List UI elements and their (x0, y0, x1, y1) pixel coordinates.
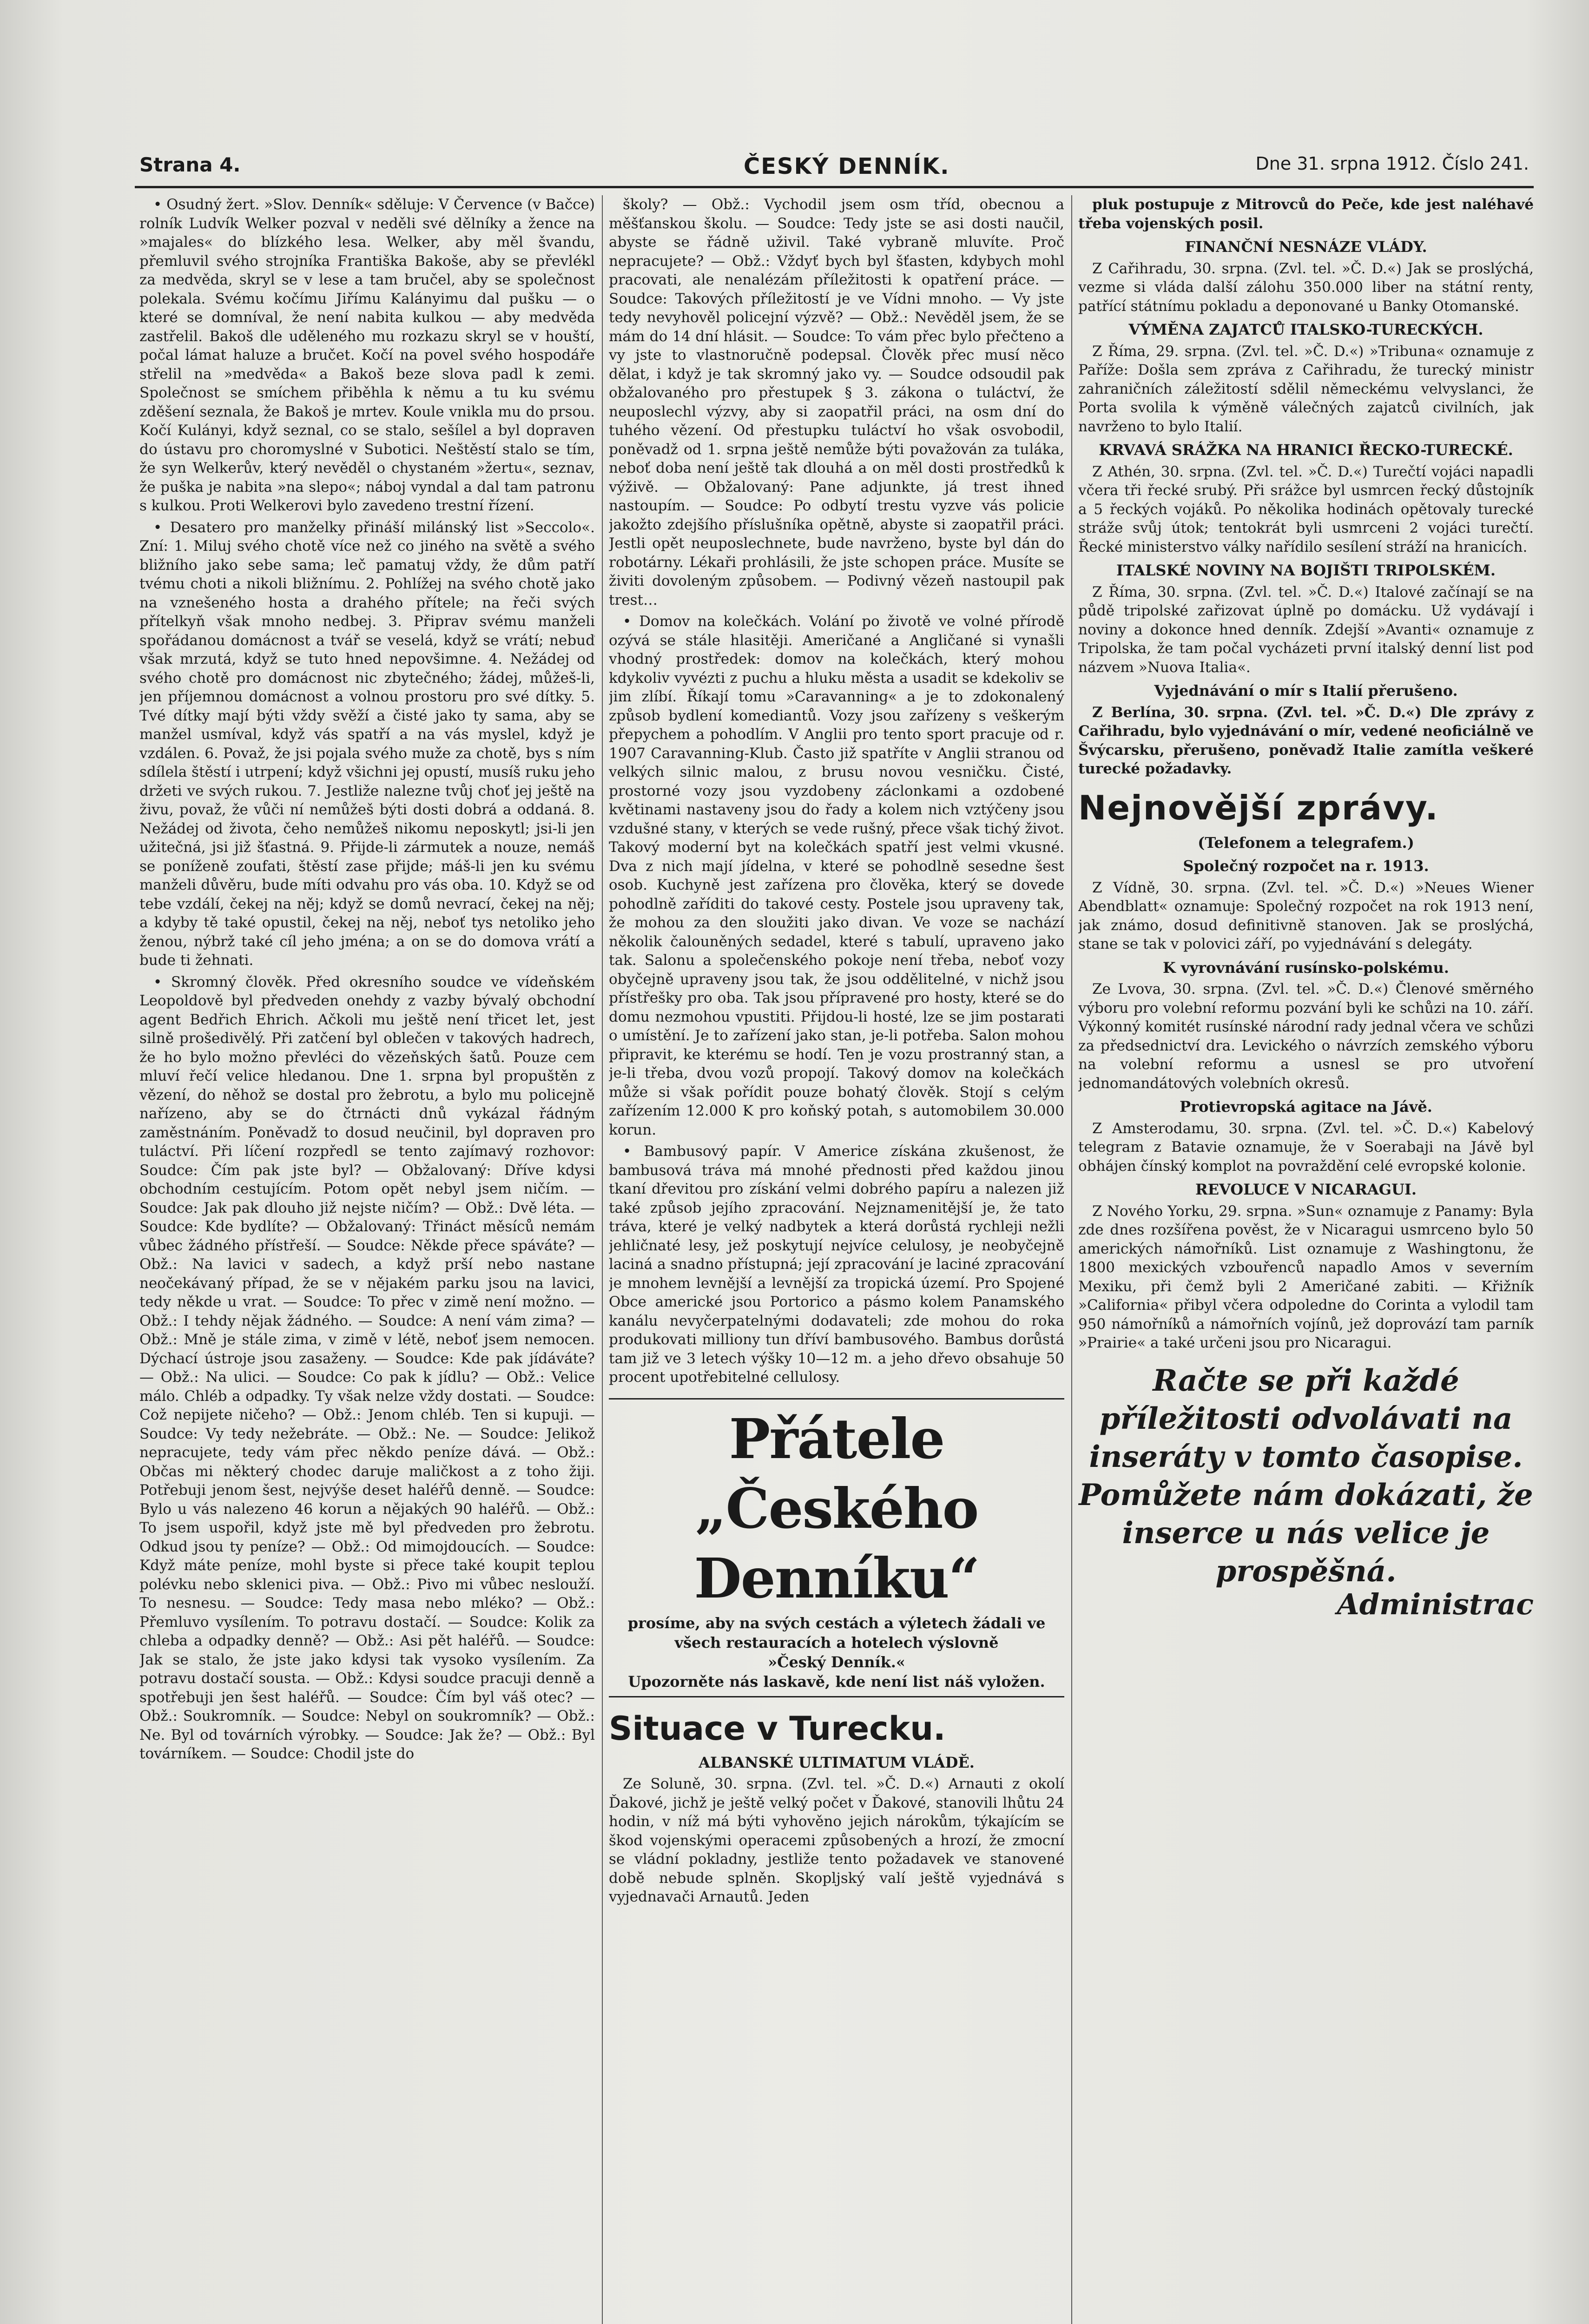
subheading: K vyrovnávání rusínsko-polskému. (1163, 958, 1449, 977)
advertisement-text: Račte se při každé příležitosti odvolávati na inseráty v tomto časopise. Pomůžete nám dokázati, že inserce u nás velice je prospěšná. (1079, 1363, 1533, 1589)
subheading: KRVAVÁ SRÁŽKA NA HRANICI ŘECKO-TURECKÉ. (1099, 441, 1513, 459)
article-text: Z Cařihradu, 30. srpna. (Zvl. tel. »Č. D.«) Jak se proslýchá, vezme si vláda další zálohu 350.000 liber na státní renty, patřící státnímu pokladu a deponované u Banky Otomanské. (1078, 260, 1534, 315)
article-text: Z Říma, 30. srpna. (Zvl. tel. »Č. D.«) Italové začínají se na půdě tripolské zařizovat úplně po domácku. Už vydávají i noviny a dokonce hned denník. Zdejší »Avanti« oznamuje z Tripolska, že tam počal vycházeti první italský denní list pod názvem »Nuova Italia«. (1078, 583, 1534, 676)
article-text: Z Amsterodamu, 30. srpna. (Zvl. tel. »Č. D.«) Kabelový telegram z Batavie oznamuje, že v Soerabaji na Jávě byl obhájen čínský komplot na povraždění celé evropské kolonie. (1078, 1120, 1534, 1175)
subheading: Vyjednávání o mír s Italií přerušeno. (1154, 682, 1458, 700)
column-2 (609, 195, 1064, 2324)
section-heading: Nejnovější zprávy. (1078, 788, 1439, 827)
subheading: FINANČNÍ NESNÁZE VLÁDY. (1185, 238, 1427, 256)
article-osudny-zert: • Osudný žert. »Slov. Denník« sděluje: V Července (v Bačce) rolník Ludvík Welker pozval v neděli své dělníky a žence na »majales« do blízkého lesa. Welker, aby měl švandu, přemluvil svého strojníka Františka Bakoše, aby se převlékl za medvěda, skryl se v lese a tam bručel, aby se společnost polekala. Svému kočímu Jiřímu Kalányimu dal pušku — o které se domníval, že není nabita kulkou — aby medvěda zastřelil. Bakoš dle uděleného mu rozkazu skryl se v houští, počal lámat haluze a bručet. Kočí na povel svého hospodáře střelil na »medvěda« a Bakoš beze slova padl k zemi. Společnost se smíchem přiběhla k němu a tu ku svému zděšení seznala, že Bakoš je mrtev. Koule vnikla mu do prsou. Kočí Kulányi, když seznal, co se stalo, sešílel a byl dopraven do ústavu pro choromyslné v Subotici. Neštěstí stalo se tím, že syn Welkerův, který nevěděl o chystaném »žertu«, seznav, že puška je nabita »na slepo«; náboj vyndal a dal tam patronu s kulkou. Proti Welkerovi bylo zavedeno trestní řízení. (139, 196, 595, 514)
column-3 (1078, 195, 1534, 2324)
article-skromny-clovek: • Skromný člověk. Před okresního soudce ve vídeňském Leopoldově byl předveden onehdy z vazby bývalý obchodní agent Bedřich Ehrich. Ačkoli mu ještě není třicet let, jest silně prošedivělý. Při zatčení byl oblečen v takových hadrech, že ho bylo možno převléci do vězeňských šatů. Pouze cem mluví řečí velice hledanou. Dne 1. srpna byl propuštěn z vězení, do něhož se dostal pro žebrotu, a bylo mu policejně nařízeno, aby se do čtrnácti dnů vykázal řádným zaměstnáním. Poněvadž to dosud neučinil, byl dopraven pro tuláctví. Při líčení rozpředl se tento zajímavý rozhovor: Soudce: Čím pak jste byl? — Obžalovaný: Dříve kdysi obchodním cestujícím. Potom opět nebyl jsem ničím. — Soudce: Jak pak dlouho již nejste ničím? — Obž.: Dvě léta. — Soudce: Kde bydlíte? — Obžalovaný: Třináct měsíců nemám vůbec žádného přístřeší. — Soudce: Někde přece spáváte? — Obž.: Na lavici v sadech, a když prší nebo nastane neočekávaný případ, že se v nějakém parku jsou na lavici, tedy někde u vrat. — Soudce: To přec v zimě není možno. — Obž.: I tehdy nějak žádného. — Soudce: A není vám zima? — Obž.: Mně je stále zima, v zimě v létě, neboť jsem nemocen. Dýchací ústroje jsou zasaženy. — Soudce: Kde pak jídáváte? — Obž.: Na ulici. — Soudce: Co pak k jídlu? — Obž.: Velice málo. Chléb a odpadky. Ty však nelze vždy dostati. — Soudce: Což nepijete ničeho? — Obž.: Jenom chléb. Ten si kupuji. — Soudce: Vy tedy nežebráte. — Obž.: Ne. — Soudce: Jelikož nepracujete, tedy vám přec někdo peníze dává. — Obž.: Občas mi některý chodec daruje maličkost a z toho žiji. Potřebuji jenom šest, nejvýše deset haléřů denně. — Soudce: Bylo u vás nalezeno 46 korun a nějakých 90 haléřů. — Obž.: To jsem uspořil, když jste mě byl předveden pro žebrotu. Odkud jsou ty peníze? — Obž.: Od mimojdoucích. — Soudce: Když máte peníze, mohl byste si přece také koupit teplou polévku nebo sklenici piva. — Obž.: Pivo mi vůbec neslouží. To nesnesu. — Soudce: Tedy masa nebo mléko? — Obž.: Přemluvo vysílením. To potravu dostačí. — Soudce: Kolik za chleba a odpadky denně? — Obž.: Asi pět haléřů. — Soudce: Jak se stalo, že jste jako kdysi tak vysoko vysílením. Za potravu dostačí sousta. — Obž.: Kdysi soudce pracuji denně a spotřebuji jen šest haléřů. — Soudce: Čím byl váš otec? — Obž.: Soukromník. — Soudce: Nebyl on soukromník? — Obž.: Ne. Byl od továrních výrobky. — Soudce: Jak že? — Obž.: Byl továrníkem. — Soudce: Chodil jste do (139, 973, 595, 1762)
subheading: ALBANSKÉ ULTIMATUM VLÁDĚ. (699, 1753, 975, 1771)
header-rule (135, 186, 1534, 188)
ad-signature: Administrac (1337, 1587, 1534, 1621)
subheading: Společný rozpočet na r. 1913. (1183, 857, 1429, 875)
article-bambusovy-papir: • Bambusový papír. V Americe získána zkušenost, že bambusová tráva má mnohé přednosti před každou jinou tkaní dřevitou pro získání velmi dobrého papíru a nalezen již také způsob jejího zpracování. Nejznamenitější je, že tato tráva, které je velký nadbytek a která dorůstá rychleji nežli jehličnaté lesy, jež poskytují nejvíce celulosy, je neobyčejně laciná a snadno přístupná; její zpracování je laciné zpracování je mnohem levnější a levnější za tropická území. Pro Spojené Obce americké jsou Portorico a pásmo kolem Panamského kanálu nevyčerpatelnými dodavateli; zde mohou do roka produkovati milliony tun dříví bambusového. Bambus dorůstá tam již ve 3 letech výšky 10—12 m. a jeho dřevo obsahuje 50 procent upotřebitelné cellulosy. (609, 1143, 1064, 1386)
subheading: ITALSKÉ NOVINY NA BOJIŠTI TRIPOLSKÉM. (1116, 561, 1496, 579)
column-1 (139, 195, 595, 2324)
ad-title: Přátele „Českého Denníku“ (694, 1406, 979, 1611)
subheading: VÝMĚNA ZAJATCŮ ITALSKO-TURECKÝCH. (1128, 321, 1484, 338)
column-divider (602, 195, 603, 2324)
article-text: Ze Lvova, 30. srpna. (Zvl. tel. »Č. D.«) Členové směrného výboru pro volební reformu pozvání byli ke schůzi na 10. září. Výkonný komitét rusínské národní rady jednal včera ve schůzi za předsednictví dra. Levického o návrzích zemského výboru na volební reformu a usnesl se pro utvoření jednomandátových volebních okresů. (1078, 981, 1534, 1092)
article-text: Z Vídně, 30. srpna. (Zvl. tel. »Č. D.«) »Neues Wiener Abendblatt« oznamuje: Společný rozpočet na rok 1913 není, jak známo, dosud definitivně stanoven. Jak se proslýchá, stane se tak v polovici září, po vyjednávání s delegáty. (1078, 879, 1534, 952)
section-heading: Situace v Turecku. (609, 1709, 946, 1748)
subheading: Protievropská agitace na Jávě. (1180, 1098, 1432, 1116)
newspaper-title: ČESKÝ DENNÍK. (744, 153, 950, 179)
article-text: Ze Soluně, 30. srpna. (Zvl. tel. »Č. D.«) Arnauti z okolí Ďakové, jichž je ještě velký počet v Ďakové, stanovili lhůtu 24 hodin, v níž má býti vyhověno jejich nárokům, týkajícím se škod vojenskými operacemi způsobených a hrozí, že zmocní se vládní pokladny, jestliže tento požadavek ve stanovené době nebude splněn. Skopljský valí ještě vyjednává s vyjednavači Arnautů. Jeden (609, 1776, 1064, 1905)
article-text: pluk postupuje z Mitrovců do Peče, kde jest naléhavé třeba vojenských posil. (1078, 196, 1534, 232)
page-header (139, 153, 1529, 186)
article-text: Z Berlína, 30. srpna. (Zvl. tel. »Č. D.«) Dle zprávy z Cařihradu, bylo vyjednávání o mír, vedené neoficiálně ve Švýcarsku, přerušeno, poněvadž Italie zamítla veškeré turecké požadavky. (1078, 704, 1534, 777)
ad-paper-name: »Český Denník.« (768, 1653, 905, 1671)
article-text: Z Říma, 29. srpna. (Zvl. tel. »Č. D.«) »Tribuna« oznamuje z Paříže: Došla sem zpráva z Cařihradu, že turecký ministr zahraničních záležitostí sdělil německému velvyslanci, že Porta svolila k výměně válečných zajatců civilních, jak navrženo to bylo Italií. (1078, 343, 1534, 435)
subheading: REVOLUCE V NICARAGUI. (1195, 1181, 1417, 1198)
article-text: Z Nového Yorku, 29. srpna. »Sun« oznamuje z Panamy: Byla zde dnes rozšířena pověst, že v Nicaragui usmrceno bylo 50 amerických námořníků. List oznamuje z Washingtonu, že 1800 mexických vzbouřenců napadlo Amos v severním Mexiku, při čemž byli 2 Američané zabiti. — Křižník »California« přibyl včera odpoledne do Corinta a vylodil tam 950 námořníků a námořních vojínů, jež doprovází tam parník »Prairie« a také určeni jsou pro Nicaragui. (1078, 1202, 1534, 1351)
article-continuation: školy? — Obž.: Vychodil jsem osm tříd, obecnou a měšťanskou školu. — Soudce: Tedy jste se asi dosti naučil, abyste se řádně uživil. Také vybraně mluvíte. Proč nepracujete? — Obž.: Vždyť bych byl šťasten, kdybych mohl pracovati, ale nenalézám příležitosti k opatření práce. — Soudce: Takových příležitostí je ve Vídni mnoho. — Vy jste tedy nevyhověl policejní výzvě? — Obž.: Nevěděl jsem, že se mám do 14 dní hlásit. — Soudce: To vám přec bylo přečteno a vy jste to vlastnoručně podepsal. Člověk přec musí něco dělat, i když je tak skromný jako vy. — Soudce odsoudil pak obžalovaného pro přestupek § 3. zákona o tuláctví, že neuposlechl výzvy, aby si zaopatřil práci, na osm dní do tuhého vězení. Od přestupku tuláctví ho však osvobodil, poněvadž od 1. srpna ještě nemůže býti považován za tuláka, neboť doba není ještě tak dlouhá a on měl dosti prostředků k výživě. — Obžalovaný: Pane adjunkte, já trest ihned nastoupím. — Soudce: Po odbytí trestu vyzve vás policie jakožto zdejšího příslušníka opětně, abyste si zaopatřil práci. Jestli opět neuposlechnete, bude navrženo, byste byl dán do robotárny. Lékaři prohlásili, že jste schopen práce. Musíte se živiti dovoleným způsobem. — Podivný vězeň nastoupil pak trest… (609, 196, 1064, 608)
ad-line: Upozorněte nás laskavě, kde není list náš vyložen. (628, 1672, 1045, 1690)
page-number: Strana 4. (139, 153, 241, 176)
issue-date: Dne 31. srpna 1912. Číslo 241. (1255, 153, 1529, 174)
advertisement-box (609, 1398, 1064, 1697)
article-text: Z Athén, 30. srpna. (Zvl. tel. »Č. D.«) Turečtí vojáci napadli včera tři řecké srubý. Při srážce byl usmrcen řecký důstojník a 5 řeckých vojáků. Po několika hodinách opětovaly turecké stráže svůj útok; tentokrát byli usmrceni 2 vojáci turečtí. Řecké ministerstvo války nařídilo sesílení stráží na hranicích. (1078, 463, 1534, 555)
column-divider (1071, 195, 1072, 2324)
article-domov-na-koleckach: • Domov na kolečkách. Volání po životě ve volné přírodě ozývá se stále hlasitěji. Američané a Angličané si vynašli vhodný prostředek: domov na kolečkách, který mohou kdykoliv vyvézti z puchu a hluku města a usadit se kdekoliv se jim zlíbí. Říkají tomu »Caravanning« a je to zdokonalený způsob bydlení komediantů. Vozy jsou zařízeny s veškerým přepychem a pohodlím. V Anglii pro tento sport pracuje od r. 1907 Caravanning-Klub. Často již spatříte v Anglii stranou od velkých silnic malou, z brusu novou vesničku. Čisté, prostorné vozy jsou vyzdobeny záclonkami a ozdobené květinami nastaveny jsou do řady a kolem nich vztýčeny jsou vzdušné stany, v kterých se vede rušný, přece však tichý život. Takový moderní byt na kolečkách spatří jest velmi vkusné. Dva z nich mají jídelna, v které se pohodlně sesedne šest osob. Kuchyně jest zařízena pro člověka, který se dovede pohodlně zaříditi do takové cesty. Postele jsou upraveny tak, že mohou za den sloužiti jako divan. Ve voze se nachází několik čalouněných sedadel, které s tabulí, upraveno jako tak. Salonu a společenského pokoje není třeba, neboť vozy obyčejně upraveny jsou tak, že jsou oddělitelné, v nichž jsou přístřešky pro oba. Tak jsou přípravené pro hosty, které se do domu nezmohou vpustiti. Přijdou-li hosté, lze se jim postarati o umístění. Je to zařízení jako stan, je-li potřeba. Salon mohou připravit, ke kterému se hodí. Ten je vozu prostranný stan, a je-li třeba, dvou vozů propojí. Takový domov na kolečkách může si však pořídit pouze bohatý člověk. Stojí s celým zařízením 12.000 K pro koňský potah, s automobilem 30.000 korun. (609, 613, 1064, 1138)
subheading: (Telefonem a telegrafem.) (1198, 833, 1414, 852)
article-desatero: • Desatero pro manželky přináší milánský list »Seccolo«. Zní: 1. Miluj svého chotě více než co jiného na světě a svého bližního jako sebe sama; leč pamatuj vždy, že dům patří tvému choti a nikoli bližnímu. 2. Pohlížej na svého chotě jako na vznešeného hosta a drahého přítele; na řeči svých přítelkyň však mnoho nedbej. 3. Připrav svému manželi spořádanou domácnost a tvář se veselá, když se vrátí; nebuď však mrzutá, když se tuto hned nepovšimne. 4. Nežádej od svého chotě pro domácnost nic zbytečného; žádej, můžeš-li, jen příjemnou domácnost a volnou prostoru pro své dítky. 5. Tvé dítky mají býti vždy svěží a čisté jako ty sama, aby se manžel usmíval, když vás spatří a na vás myslel, když je vzdálen. 6. Považ, že jsi pojala svého muže za chotě, bys s ním sdílela štěstí i utrpení; když všichni jej opustí, musíš ruku jeho držeti ve svých rukou. 7. Jestliže nalezne tvůj choť jej ještě na živu, považ, že vůči ní nemůžeš býti dosti dobrá a oddaná. 8. Nežádej od života, čeho nemůžeš nikomu neposkytl; jsi-li jen užitečná, jsi již šťastná. 9. Přijde-li zármutek a nouze, nemáš se poníženě zoufati, štěstí zase přijde; máš-li jen ku svému manželi důvěru, bude míti odvahu pro vás oba. 10. Když se od tebe vzdálí, čekej na něj; když se domů nevrací, čekej na něj; a kdyby tě také opustil, čekej na něj, neboť tys netoliko jeho ženou, nýbrž také cíl jeho jména; a on se do domova vrátí a bude ti žehnati. (139, 519, 595, 969)
ad-line: prosíme, aby na svých cestách a výletech žádali ve všech restauracích a hotelech výslovně (627, 1614, 1046, 1651)
